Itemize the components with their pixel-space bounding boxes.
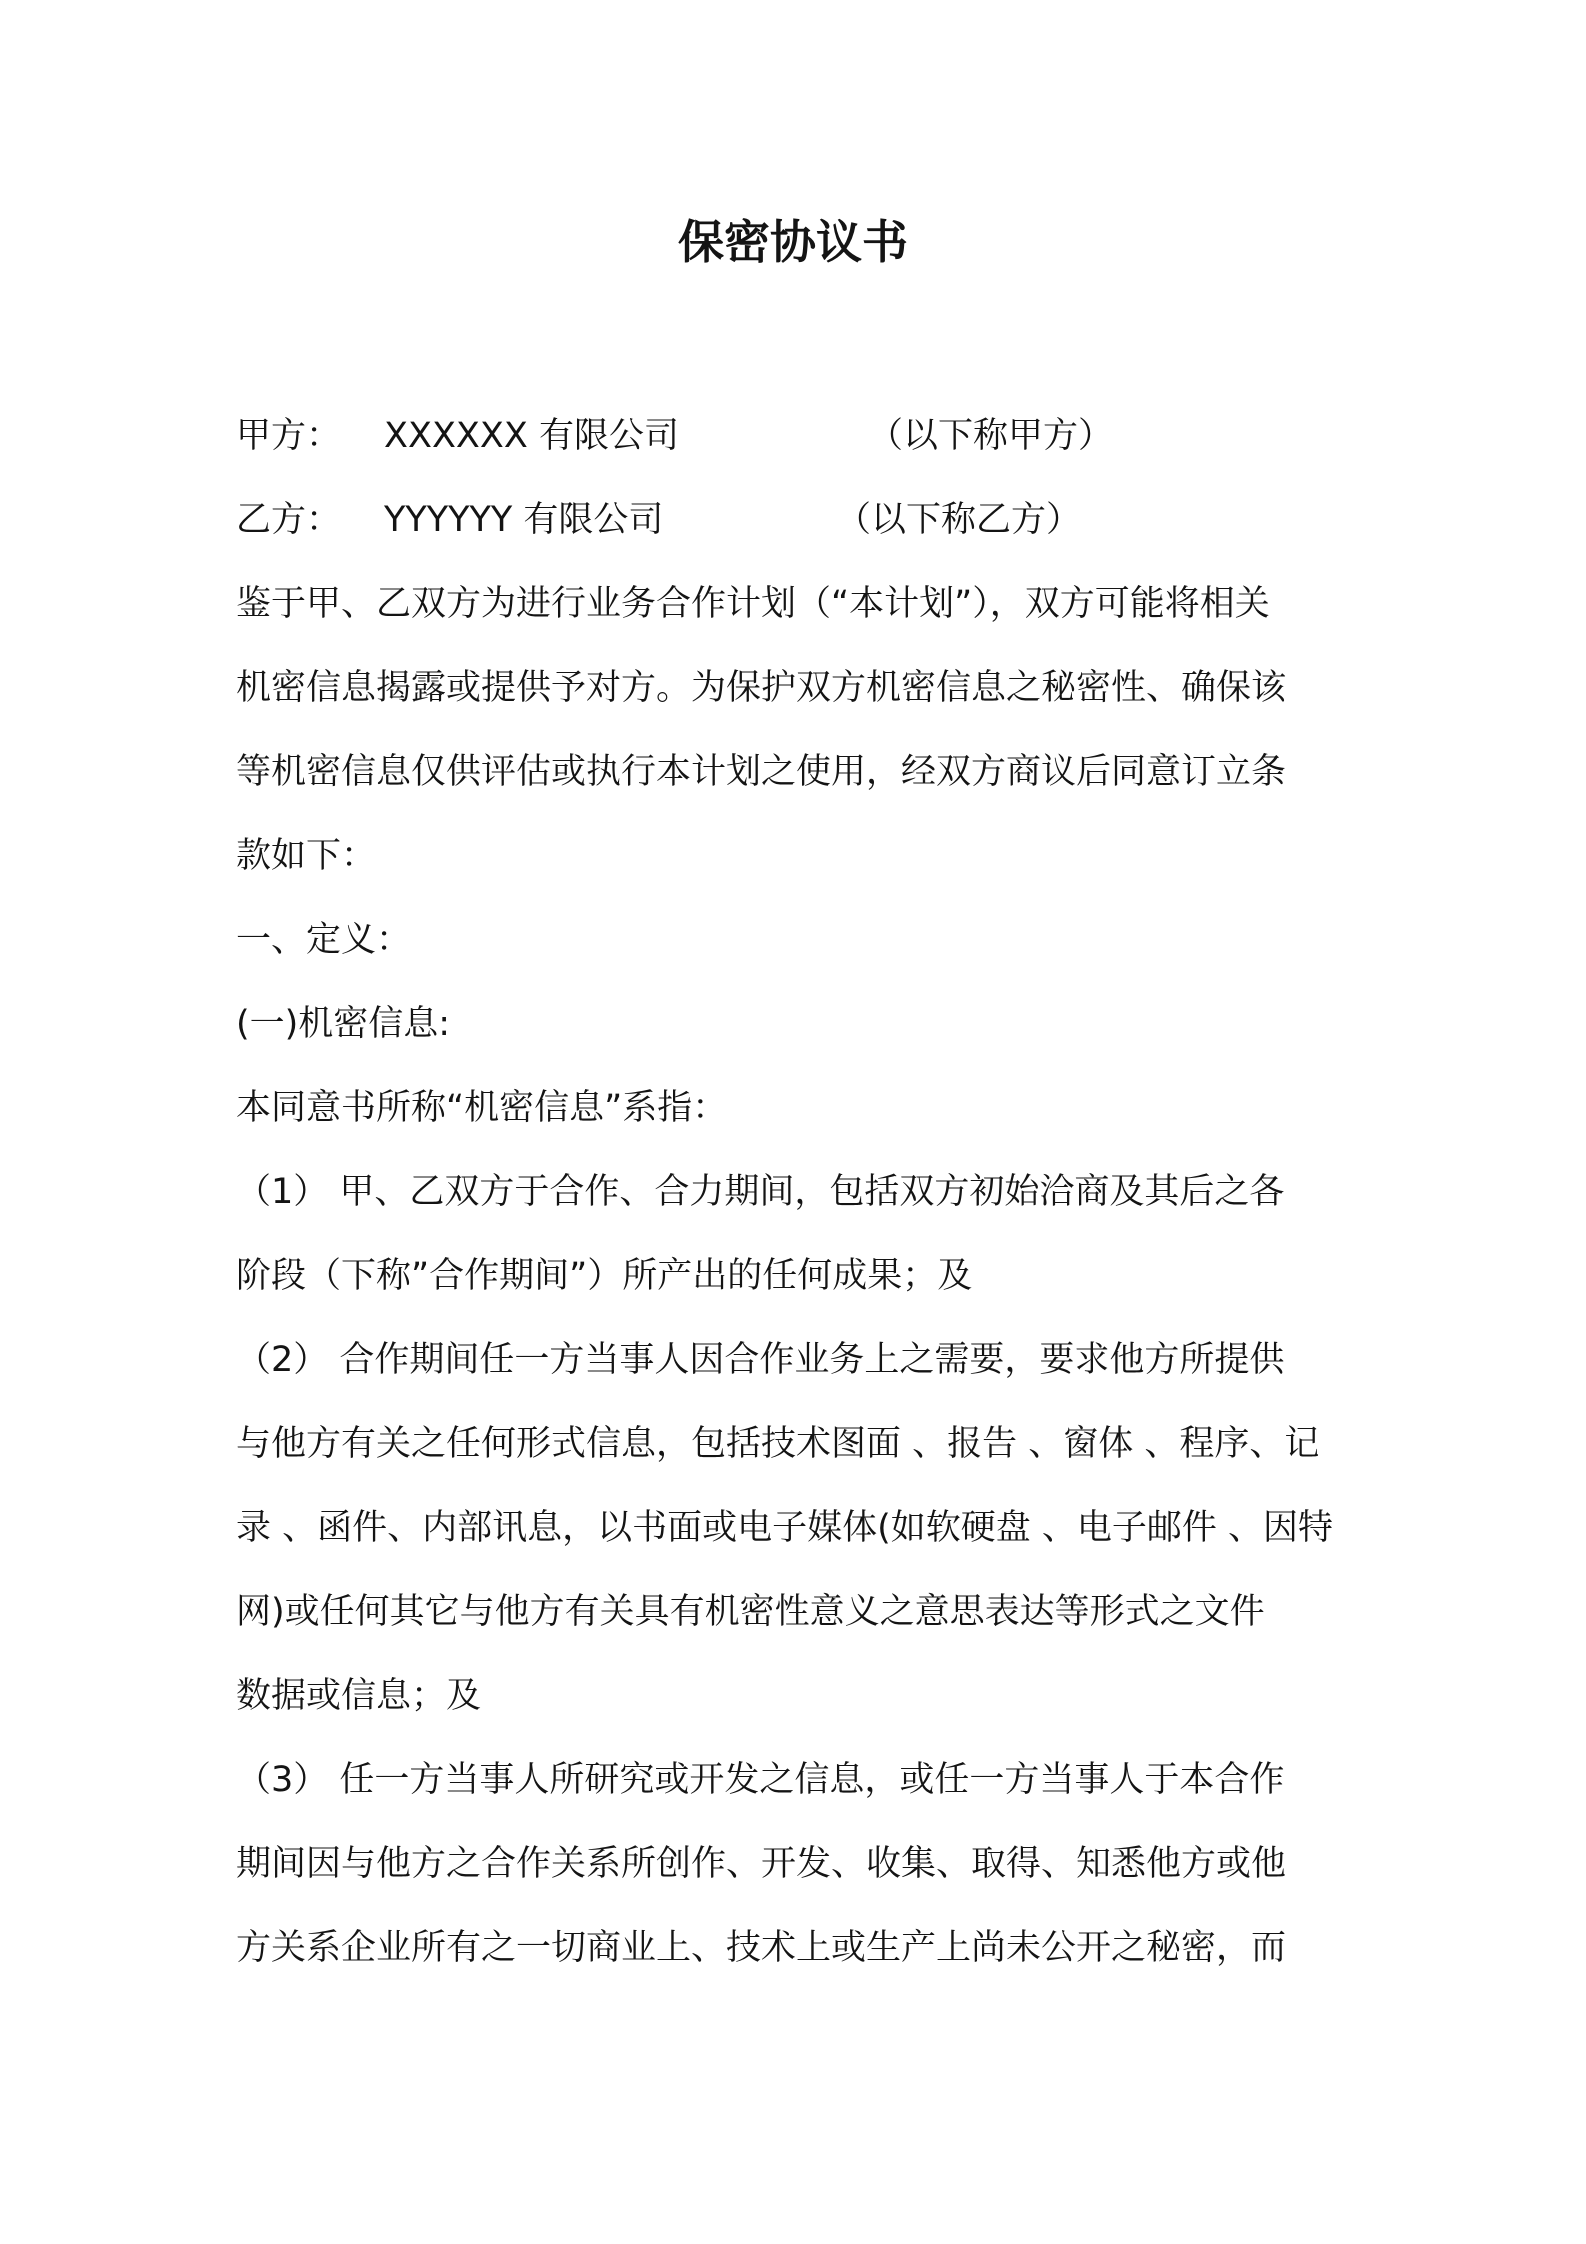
party-b-name: YYYYYY 有限公司	[384, 500, 664, 540]
document-title: 保密协议书	[678, 215, 908, 269]
body-line: 鉴于甲、乙双方为进行业务合作计划（“本计划”），双方可能将相关	[236, 584, 1270, 624]
list-item-1-line: 阶段（下称”合作期间”）所产出的任何成果；及	[236, 1256, 973, 1296]
list-item-2-line: 录 、函件、内部讯息，以书面或电子媒体(如软硬盘 、电子邮件 、因特	[236, 1508, 1334, 1548]
body-line: 本同意书所称“机密信息”系指：	[236, 1088, 728, 1128]
list-item-3-line: 方关系企业所有之一切商业上、技术上或生产上尚未公开之秘密，而	[236, 1928, 1287, 1968]
body-line: 机密信息揭露或提供予对方。为保护双方机密信息之秘密性、确保该	[236, 668, 1287, 708]
body-line: 款如下：	[236, 836, 377, 876]
party-a-label: 甲方：	[236, 416, 342, 456]
list-item-2-line: 数据或信息；及	[236, 1676, 482, 1716]
section-heading: 一、定义：	[236, 920, 412, 960]
party-a-name: XXXXXX 有限公司	[384, 416, 679, 456]
list-item-2-line: （2） 合作期间任一方当事人因合作业务上之需要，要求他方所提供	[236, 1340, 1285, 1380]
list-item-1-line: （1） 甲、乙双方于合作、合力期间，包括双方初始洽商及其后之各	[236, 1172, 1285, 1212]
body-line: 等机密信息仅供评估或执行本计划之使用，经双方商议后同意订立条	[236, 752, 1287, 792]
subsection-heading: (一)机密信息:	[236, 1004, 451, 1044]
list-item-3-line: （3） 任一方当事人所研究或开发之信息，或任一方当事人于本合作	[236, 1760, 1285, 1800]
list-item-3-line: 期间因与他方之合作关系所创作、开发、收集、取得、知悉他方或他	[236, 1844, 1287, 1884]
party-b-alias: （以下称乙方）	[836, 500, 1082, 540]
party-b-label: 乙方：	[236, 500, 342, 540]
list-item-2-line: 与他方有关之任何形式信息，包括技术图面 、报告 、窗体 、程序、记	[236, 1424, 1320, 1464]
list-item-2-line: 网)或任何其它与他方有关具有机密性意义之意思表达等形式之文件	[236, 1592, 1265, 1632]
party-a-alias: （以下称甲方）	[868, 416, 1114, 456]
